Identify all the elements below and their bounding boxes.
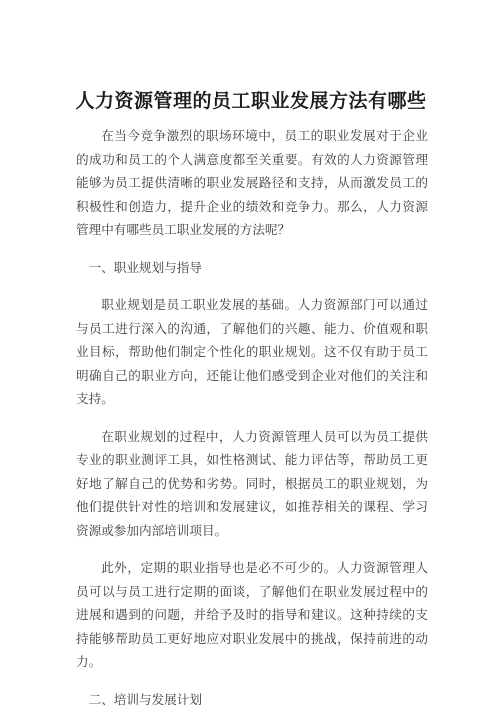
section-heading-training: 二、培训与发展计划	[88, 691, 202, 707]
section-1-paragraph-3: 此外，定期的职业指导也是必不可少的。人力资源管理人员可以与员工进行定期的面谈，了解他们在职业发展过程中的进展和遇到的问题，并给予及时的指导和建议。这种持续的支持能够帮助员工更好地应对职业发展中的挑战，保持前进的动力。	[76, 560, 428, 669]
document-title: 人力资源管理的员工职业发展方法有哪些	[75, 90, 427, 112]
section-1-paragraph-2: 在职业规划的过程中，人力资源管理人员可以为员工提供专业的职业测评工具，如性格测试、能力评估等，帮助员工更好地了解自己的优势和劣势。同时，根据员工的职业规划，为他们提供针对性的培训和发展建议，如推荐相关的课程、学习资源或参加内部培训项目。	[76, 428, 428, 538]
section-heading-career-planning: 一、职业规划与指导	[88, 259, 202, 275]
document-body	[76, 124, 428, 725]
intro-paragraph: 在当今竞争激烈的职场环境中，员工的职业发展对于企业的成功和员工的个人满意度都至关重要。有效的人力资源管理能够为员工提供清晰的职业发展路径和支持，从而激发员工的积极性和创造力，提升企业的绩效和竞争力。那么，人力资源管理中有哪些员工职业发展的方法呢？	[76, 128, 428, 237]
section-1-paragraph-1: 职业规划是员工职业发展的基础。人力资源部门可以通过与员工进行深入的沟通，了解他们的兴趣、能力、价值观和职业目标，帮助他们制定个性化的职业规划。这不仅有助于员工明确自己的职业方向，还能让他们感受到企业对他们的关注和支持。	[76, 297, 428, 406]
